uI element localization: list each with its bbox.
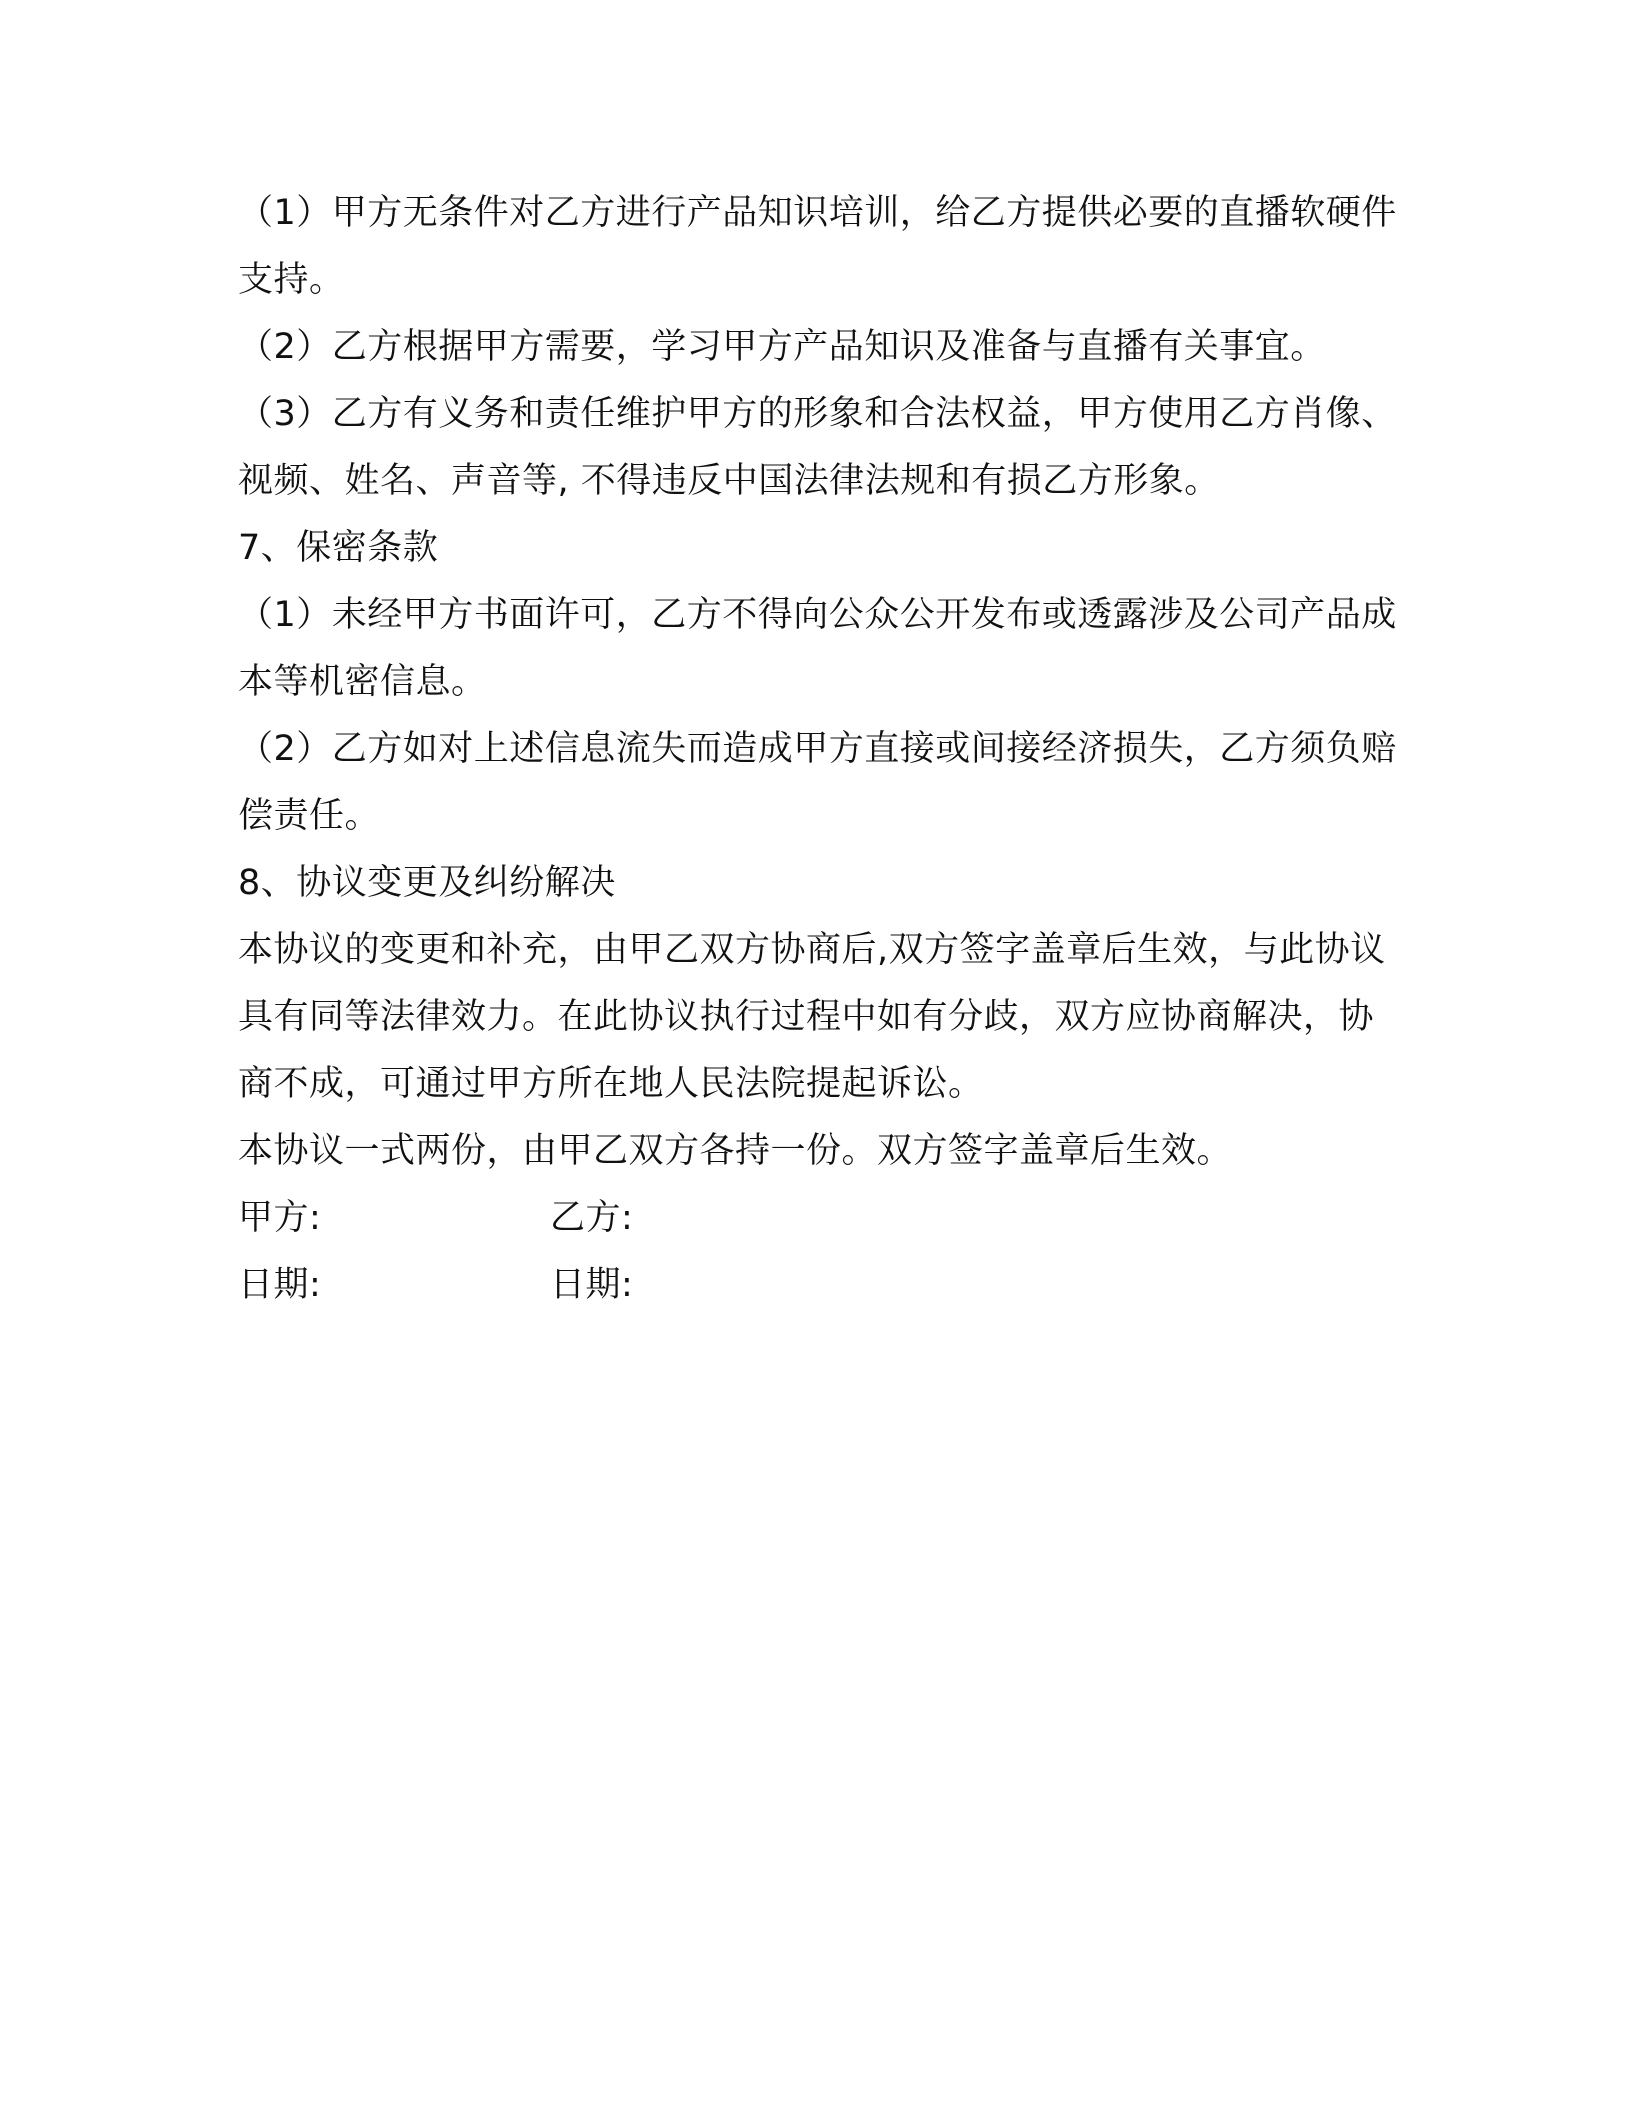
party-b-label: 乙方: [550,1198,634,1238]
clause-6-item-2: （2）乙方根据甲方需要，学习甲方产品知识及准备与直播有关事宜。 [238,327,1326,367]
date-b-label: 日期: [550,1265,634,1305]
clause-6-item-1: （1）甲方无条件对乙方进行产品知识培训，给乙方提供必要的直播软硬件支持。 [238,193,1397,300]
clause-6-item-3: （3）乙方有义务和责任维护甲方的形象和合法权益，甲方使用乙方肖像、视频、姓名、声音等, 不得违反中国法律法规和有损乙方形象。 [238,394,1397,501]
section-heading-confidentiality: 7、保密条款 [238,528,439,568]
document-body [238,180,1398,1319]
amendment-paragraph: 本协议的变更和补充，由甲乙双方协商后,双方签字盖章后生效，与此协议具有同等法律效力。在此协议执行过程中如有分歧，双方应协商解决，协商不成，可通过甲方所在地人民法院提起诉讼。 [238,930,1386,1104]
signature-row-date [238,1252,1398,1319]
clause-7-item-1: （1）未经甲方书面许可，乙方不得向公众公开发布或透露涉及公司产品成本等机密信息。 [238,595,1397,702]
date-a-label: 日期: [238,1265,322,1305]
party-a-label: 甲方: [238,1198,322,1238]
clause-7-item-2: （2）乙方如对上述信息流失而造成甲方直接或间接经济损失，乙方须负赔偿责任。 [238,729,1397,836]
section-heading-amendment: 8、协议变更及纠纷解决 [238,863,616,903]
signature-row-party [238,1185,1398,1252]
copies-paragraph: 本协议一式两份，由甲乙双方各持一份。双方签字盖章后生效。 [238,1131,1233,1171]
